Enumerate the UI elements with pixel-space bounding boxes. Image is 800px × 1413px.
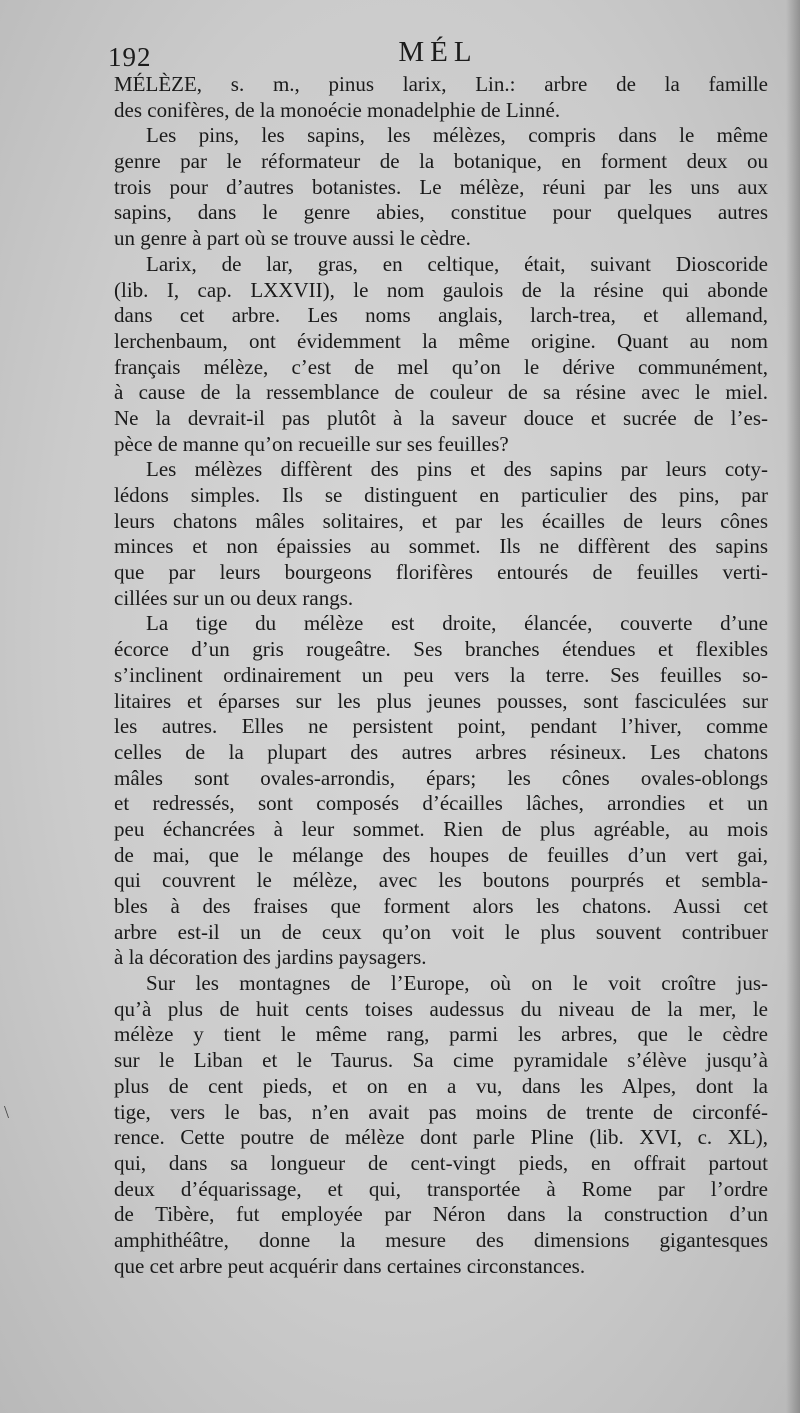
- text-line: Sur les montagnes de l’Europe, où on le voit croître jus-: [146, 971, 768, 996]
- text-line: des conifères, de la monoécie monadelphie de Linné.: [114, 97, 561, 122]
- text-line: tige, vers le bas, n’en avait pas moins de trente de circonfé-: [114, 1099, 768, 1124]
- text-line: celles de la plupart des autres arbres résineux. Les chatons: [114, 739, 768, 764]
- text-line: (lib. I, cap. LXXVII), le nom gaulois de la résine qui abonde: [114, 277, 768, 302]
- text-line: peu échancrées à leur sommet. Rien de plus agréable, au mois: [114, 816, 768, 841]
- text-line: genre par le réformateur de la botanique, en forment deux ou: [114, 149, 768, 174]
- text-line: sapins, dans le genre abies, constitue pour quelques autres: [114, 200, 768, 225]
- text-line: que cet arbre peut acquérir dans certaines circonstances.: [114, 1253, 586, 1278]
- page-edge-shadow: [786, 0, 800, 1413]
- text-line: rence. Cette poutre de mélèze dont parle Pline (lib. XVI, c. XL),: [114, 1125, 768, 1150]
- text-line: dans cet arbre. Les noms anglais, larch-trea, et allemand,: [114, 303, 768, 328]
- text-line: qu’à plus de huit cents toises audessus du niveau de la mer, le: [114, 996, 768, 1021]
- text-line: amphithéâtre, donne la mesure des dimensions gigantesques: [114, 1227, 768, 1252]
- text-line: trois pour d’autres botanistes. Le mélèze, réuni par les uns aux: [114, 174, 768, 199]
- text-line: bles à des fraises que forment alors les chatons. Aussi cet: [114, 894, 768, 918]
- text-line: un genre à part où se trouve aussi le cèdre.: [114, 226, 471, 251]
- text-line: français mélèze, c’est de mel qu’on le dérive communément,: [114, 354, 768, 379]
- text-line: écorce d’un gris rougeâtre. Ses branches étendues et flexibles: [114, 637, 768, 662]
- page-header: [108, 36, 768, 76]
- text-line: que par leurs bourgeons florifères entourés de feuilles verti-: [114, 560, 768, 585]
- text-line: à la décoration des jardins paysagers.: [114, 945, 427, 970]
- text-line: arbre est-il un de ceux qu’on voit le plus souvent contribuer: [114, 919, 768, 944]
- text-line: pèce de manne qu’on recueille sur ses feuilles?: [114, 431, 509, 456]
- text-line: leurs chatons mâles solitaires, et par les écailles de leurs cônes: [114, 508, 768, 533]
- text-line: lédons simples. Ils se distinguent en particulier des pins, par: [114, 483, 768, 507]
- text-line: s’inclinent ordinairement un peu vers la terre. Ses feuilles so-: [114, 662, 768, 687]
- text-line: de mai, que le mélange des houpes de feuilles d’un vert gai,: [114, 842, 768, 867]
- text-line: Les mélèzes diffèrent des pins et des sapins par leurs coty-: [146, 457, 768, 482]
- running-head: MÉL: [398, 36, 478, 68]
- text-line: deux d’équarissage, et qui, transportée à Rome par l’ordre: [114, 1176, 768, 1201]
- text-line: MÉLÈZE, s. m., pinus larix, Lin.: arbre de la famille: [114, 72, 768, 96]
- article-body: [114, 72, 768, 1279]
- text-line: plus de cent pieds, et on en a vu, dans les Alpes, dont la: [114, 1073, 768, 1098]
- text-line: litaires et éparses sur les plus jeunes pousses, sont fasciculées sur: [114, 688, 768, 713]
- text-line: La tige du mélèze est droite, élancée, couverte d’une: [146, 611, 768, 636]
- text-line: qui couvrent le mélèze, avec les boutons pourprés et sembla-: [114, 868, 768, 893]
- text-line: lerchenbaum, ont évidemment la même origine. Quant au nom: [114, 328, 768, 353]
- text-line: à cause de la ressemblance de couleur de sa résine avec le miel.: [114, 380, 768, 405]
- page-number: 192: [108, 42, 152, 72]
- text-line: qui, dans sa longueur de cent-vingt pieds, en offrait partout: [114, 1150, 768, 1175]
- text-line: mélèze y tient le même rang, parmi les arbres, que le cèdre: [114, 1022, 768, 1047]
- text-line: mâles sont ovales-arrondis, épars; les cônes ovales-oblongs: [114, 765, 768, 790]
- text-line: Larix, de lar, gras, en celtique, était, suivant Dioscoride: [146, 251, 768, 276]
- margin-mark: \: [4, 1102, 10, 1122]
- text-line: Les pins, les sapins, les mélèzes, compris dans le même: [146, 123, 768, 148]
- text-line: les autres. Elles ne persistent point, pendant l’hiver, comme: [114, 714, 768, 739]
- text-line: et redressés, sont composés d’écailles lâches, arrondies et un: [114, 791, 768, 816]
- text-line: minces et non épaissies au sommet. Ils ne diffèrent des sapins: [114, 534, 768, 559]
- text-line: de Tibère, fut employée par Néron dans la construction d’un: [114, 1202, 768, 1227]
- text-line: sur le Liban et le Taurus. Sa cime pyramidale s’élève jusqu’à: [114, 1048, 768, 1073]
- text-line: cillées sur un ou deux rangs.: [114, 585, 354, 610]
- text-line: Ne la devrait-il pas plutôt à la saveur douce et sucrée de l’es-: [114, 405, 768, 430]
